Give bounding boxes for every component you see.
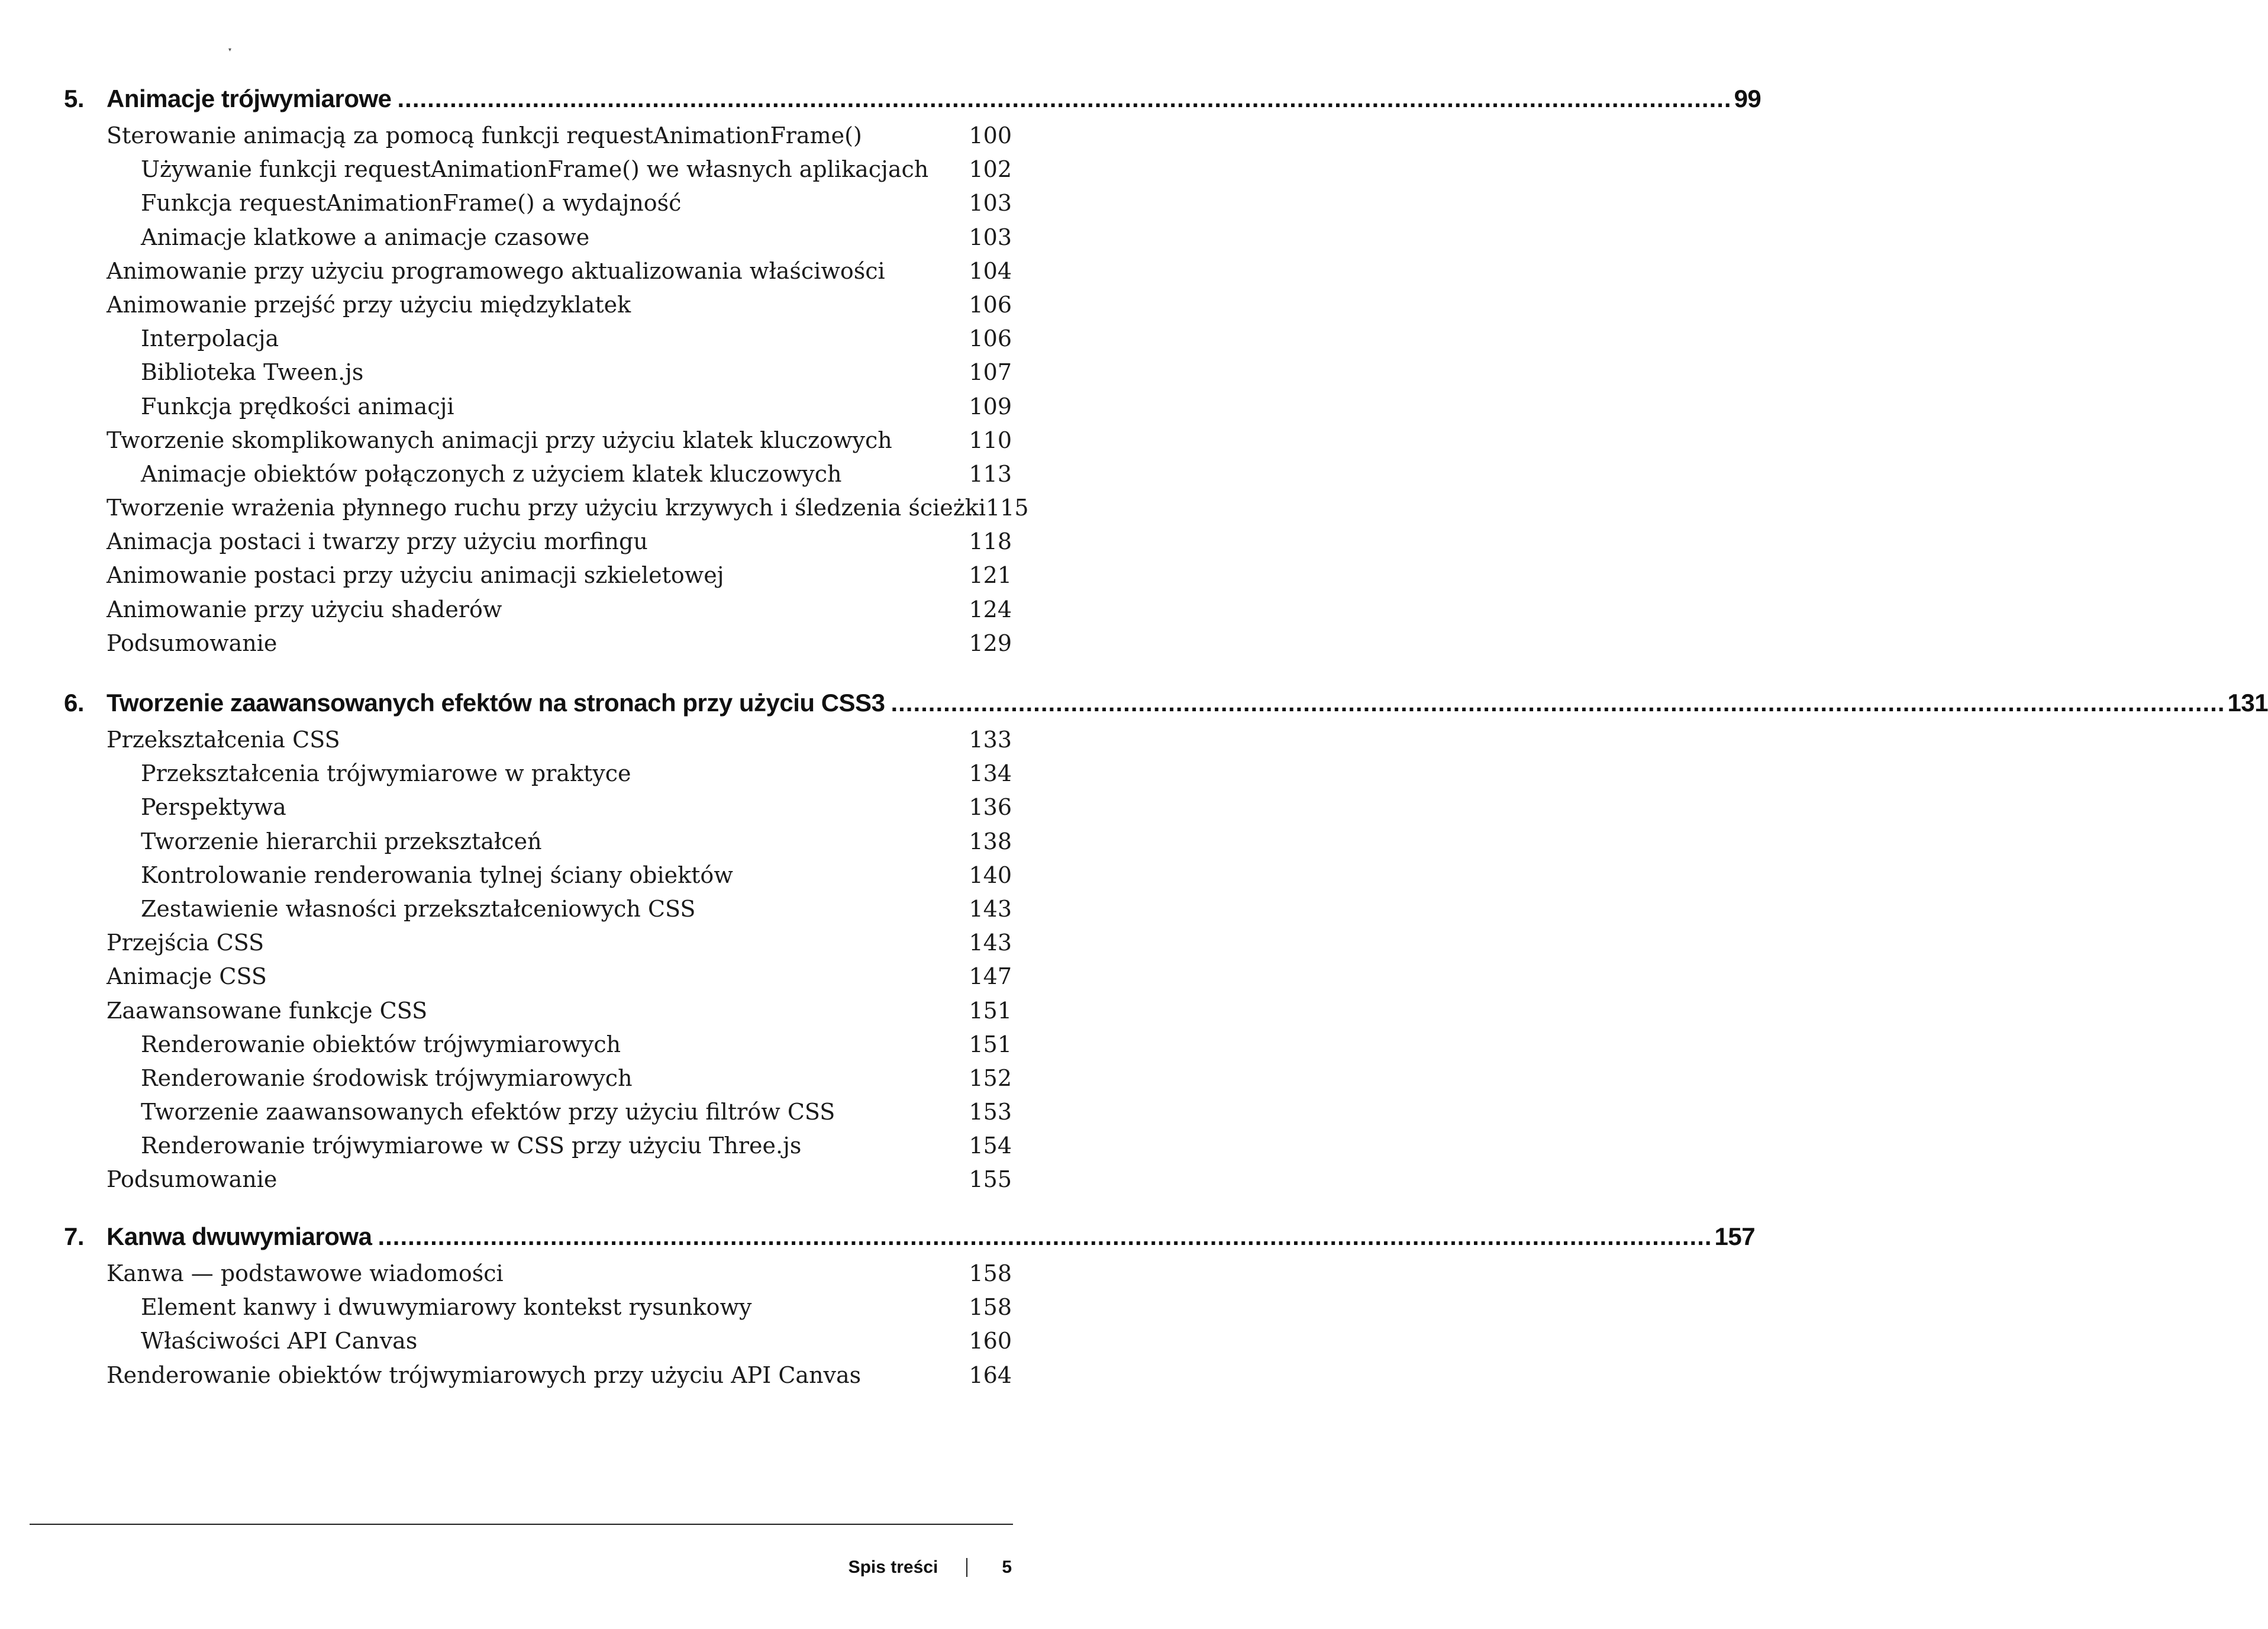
toc-subsection-entry <box>64 1031 1012 1065</box>
entry-title: Renderowanie środowisk trójwymiarowych <box>141 1065 633 1091</box>
toc-section-entry <box>64 528 1012 562</box>
entry-page-number: 100 <box>969 122 1012 149</box>
entry-title: Podsumowanie <box>107 1166 278 1193</box>
toc-entries <box>64 122 1029 664</box>
chapter-page-number: 99 <box>1734 85 1762 112</box>
entry-title: Zaawansowane funkcje CSS <box>107 997 428 1024</box>
entry-page-number: 155 <box>969 1166 1012 1193</box>
entry-page-number: 121 <box>969 562 1012 589</box>
entry-page-number: 107 <box>969 359 1012 386</box>
entry-page-number: 106 <box>969 325 1012 352</box>
toc-subsection-entry <box>64 862 1012 896</box>
entry-title: Przekształcenia CSS <box>107 727 340 753</box>
toc-subsection-entry <box>64 393 1012 427</box>
entry-title: Podsumowanie <box>107 630 278 656</box>
toc-subsection-entry <box>64 1133 1012 1166</box>
toc-subsection-entry <box>64 461 1012 495</box>
chapter-number: 5. <box>64 85 85 112</box>
toc-subsection-entry <box>64 1294 1012 1328</box>
entry-page-number: 143 <box>969 895 1012 922</box>
entry-page-number: 104 <box>969 257 1012 284</box>
toc-section-entry <box>64 562 1012 596</box>
entry-title: Renderowanie obiektów trójwymiarowych przy użyciu API Canvas <box>107 1362 862 1388</box>
toc-section-entry <box>64 1260 1012 1294</box>
entry-page-number: 103 <box>969 190 1012 217</box>
entry-page-number: 158 <box>969 1260 1012 1286</box>
entry-title: Perspektywa <box>141 794 286 821</box>
entry-page-number: 110 <box>969 427 1012 453</box>
entry-title: Funkcja prędkości animacji <box>141 393 454 420</box>
toc-subsection-entry <box>64 325 1012 359</box>
entry-page-number: 129 <box>969 630 1012 656</box>
page-footer <box>849 1557 1012 1578</box>
toc-subsection-entry <box>64 156 1012 190</box>
dot-leader: .................................................................................................................................................................................. <box>891 689 2225 717</box>
entry-page-number: 118 <box>969 528 1012 555</box>
entry-page-number: 102 <box>969 156 1012 183</box>
entry-title: Element kanwy i dwuwymiarowy kontekst rysunkowy <box>141 1294 752 1321</box>
toc-section-entry <box>64 292 1012 325</box>
entry-page-number: 160 <box>969 1328 1012 1354</box>
entry-page-number: 134 <box>969 760 1012 787</box>
entry-page-number: 109 <box>969 393 1012 420</box>
entry-page-number: 153 <box>969 1099 1012 1125</box>
toc-section-entry <box>64 998 1012 1031</box>
chapter-6 <box>64 689 2268 1201</box>
entry-title: Animowanie postaci przy użyciu animacji szkieletowej <box>107 562 724 589</box>
entry-title: Przekształcenia trójwymiarowe w praktyce <box>141 760 631 787</box>
chapter-5 <box>64 85 1762 664</box>
entry-title: Tworzenie skomplikowanych animacji przy użyciu klatek kluczowych <box>107 427 892 453</box>
entry-title: Sterowanie animacją za pomocą funkcji requestAnimationFrame() <box>107 122 862 149</box>
chapter-title: Animacje trójwymiarowe <box>107 85 392 112</box>
entry-title: Animacje klatkowe a animacje czasowe <box>141 224 590 250</box>
entry-page-number: 136 <box>969 794 1012 821</box>
footer-section-label: Spis treści <box>848 1557 938 1577</box>
chapter-page-number: 157 <box>1714 1222 1756 1250</box>
chapter-title: Tworzenie zaawansowanych efektów na stronach przy użyciu CSS3 <box>107 689 885 717</box>
toc-section-entry <box>64 495 1029 528</box>
toc-section-entry <box>64 1166 1012 1200</box>
entry-title: Biblioteka Tween.js <box>141 359 364 386</box>
entry-title: Renderowanie trójwymiarowe w CSS przy użyciu Three.js <box>141 1133 802 1159</box>
toc-section-entry <box>64 1362 1012 1396</box>
scan-speck: ▾ <box>228 47 232 53</box>
entry-page-number: 151 <box>969 1031 1012 1057</box>
toc-subsection-entry <box>64 224 1012 258</box>
entry-title: Kontrolowanie renderowania tylnej ściany obiektów <box>141 862 733 888</box>
toc-section-entry <box>64 258 1012 292</box>
entry-page-number: 115 <box>985 495 1029 521</box>
chapter-number: 7. <box>64 1222 85 1250</box>
chapter-number: 6. <box>64 689 85 717</box>
entry-title: Animowanie przy użyciu programowego aktualizowania właściwości <box>107 257 885 284</box>
entry-title: Animowanie przejść przy użyciu międzyklatek <box>107 291 631 318</box>
chapter-heading <box>64 1222 1756 1260</box>
toc-subsection-entry <box>64 1065 1012 1099</box>
entry-page-number: 106 <box>969 291 1012 318</box>
entry-page-number: 147 <box>969 963 1012 990</box>
toc-subsection-entry <box>64 359 1012 393</box>
entry-title: Funkcja requestAnimationFrame() a wydajność <box>141 190 682 217</box>
chapter-page-number: 131 <box>2227 689 2268 717</box>
footer-page-number: 5 <box>1002 1557 1012 1577</box>
entry-title: Tworzenie wrażenia płynnego ruchu przy użyciu krzywych i śledzenia ścieżki <box>107 495 986 521</box>
toc-section-entry <box>64 727 1012 760</box>
entry-page-number: 143 <box>969 930 1012 956</box>
entry-page-number: 151 <box>969 997 1012 1024</box>
dot-leader: .................................................................................................................................................................................. <box>378 1222 1712 1250</box>
toc-subsection-entry <box>64 1099 1012 1133</box>
toc-section-entry <box>64 596 1012 630</box>
chapter-title: Kanwa dwuwymiarowa <box>107 1222 372 1250</box>
chapter-7 <box>64 1222 1756 1396</box>
entry-title: Animowanie przy użyciu shaderów <box>107 596 502 622</box>
dot-leader: .................................................................................................................................................................................. <box>397 85 1732 112</box>
toc-section-entry <box>64 930 1012 963</box>
entry-title: Renderowanie obiektów trójwymiarowych <box>141 1031 621 1057</box>
toc-section-entry <box>64 122 1012 156</box>
entry-page-number: 124 <box>969 596 1012 622</box>
entry-title: Tworzenie hierarchii przekształceń <box>141 828 542 854</box>
chapter-heading <box>64 85 1762 122</box>
toc-section-entry <box>64 427 1012 461</box>
entry-title: Używanie funkcji requestAnimationFrame() we własnych aplikacjach <box>141 156 929 183</box>
toc-entries <box>64 727 1012 1201</box>
toc-section-entry <box>64 630 1012 664</box>
entry-title: Animacja postaci i twarzy przy użyciu morfingu <box>107 528 648 555</box>
entry-page-number: 158 <box>969 1294 1012 1321</box>
entry-page-number: 113 <box>969 460 1012 487</box>
entry-page-number: 133 <box>969 727 1012 753</box>
toc-entries <box>64 1260 1012 1396</box>
entry-title: Właściwości API Canvas <box>141 1328 418 1354</box>
entry-title: Kanwa — podstawowe wiadomości <box>107 1260 504 1286</box>
toc-section-entry <box>64 963 1012 997</box>
entry-title: Animacje obiektów połączonych z użyciem klatek kluczowych <box>141 460 842 487</box>
toc-subsection-entry <box>64 896 1012 930</box>
toc-subsection-entry <box>64 760 1012 794</box>
footer-separator <box>966 1558 967 1577</box>
toc-subsection-entry <box>64 794 1012 828</box>
entry-title: Zestawienie własności przekształceniowych CSS <box>141 895 696 922</box>
toc-subsection-entry <box>64 1328 1012 1362</box>
entry-title: Przejścia CSS <box>107 930 264 956</box>
footer-rule <box>30 1524 1013 1525</box>
entry-title: Animacje CSS <box>107 963 267 990</box>
entry-page-number: 164 <box>969 1362 1012 1388</box>
toc-subsection-entry <box>64 190 1012 224</box>
toc-subsection-entry <box>64 828 1012 862</box>
entry-page-number: 152 <box>969 1065 1012 1091</box>
chapter-heading <box>64 689 2268 727</box>
entry-page-number: 140 <box>969 862 1012 888</box>
entry-page-number: 154 <box>969 1133 1012 1159</box>
entry-title: Tworzenie zaawansowanych efektów przy użyciu filtrów CSS <box>141 1099 835 1125</box>
entry-title: Interpolacja <box>141 325 279 352</box>
entry-page-number: 103 <box>969 224 1012 250</box>
entry-page-number: 138 <box>969 828 1012 854</box>
